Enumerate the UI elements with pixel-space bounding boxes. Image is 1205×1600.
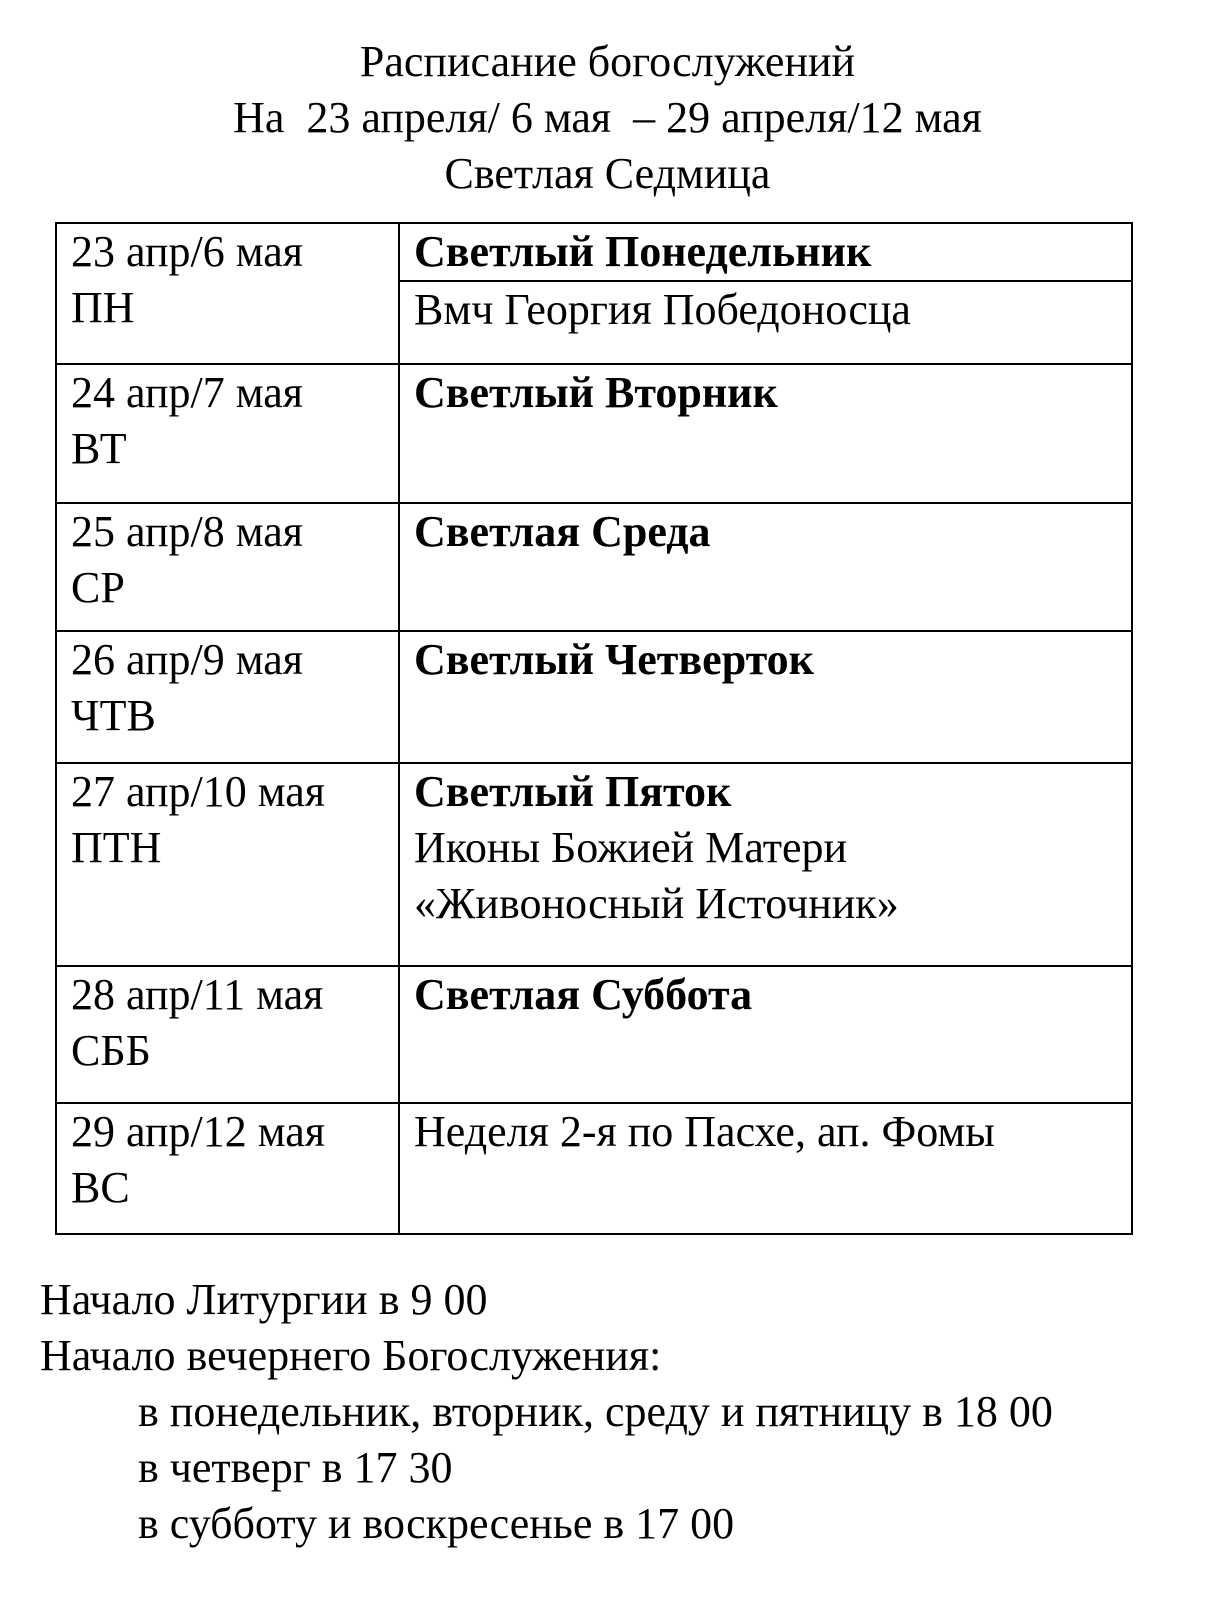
table-row — [56, 223, 1132, 364]
feast-name: Светлая Суббота — [414, 970, 753, 1019]
service-cell — [399, 364, 1132, 503]
feast-name: Светлый Понедельник — [414, 227, 872, 276]
service-times — [40, 1272, 1053, 1552]
feast-name: Светлый Пяток — [414, 767, 732, 816]
weekday-text: ЧТВ — [71, 691, 156, 740]
feast-name: Светлый Четверток — [414, 635, 814, 684]
page-title: Расписание богослужений — [359, 37, 856, 86]
date-text: 25 апр/8 мая — [71, 507, 304, 556]
date-range: На 23 апреля/ 6 мая – 29 апреля/12 мая — [233, 93, 982, 142]
feast-name: Светлый Вторник — [414, 368, 778, 417]
table-row — [56, 966, 1132, 1103]
date-text: 26 апр/9 мая — [71, 635, 304, 684]
date-cell — [56, 364, 399, 503]
feast-note: «Живоносный Источник» — [414, 879, 899, 928]
feast-note: Иконы Божией Матери — [414, 823, 848, 872]
table-row — [56, 364, 1132, 503]
weekday-text: ПТН — [71, 823, 162, 872]
feast-name: Светлая Среда — [414, 507, 711, 556]
weekday-text: СББ — [71, 1026, 151, 1075]
feast-note: Неделя 2-я по Пасхе, ап. Фомы — [414, 1107, 995, 1156]
service-cell — [399, 631, 1132, 763]
table-row — [56, 503, 1132, 631]
evening-time-weekend: в субботу и воскресенье в 17 00 — [138, 1499, 735, 1548]
service-cell — [399, 966, 1132, 1103]
date-cell — [56, 966, 399, 1103]
table-row — [56, 1103, 1132, 1234]
schedule-table — [55, 222, 1133, 1235]
service-cell — [399, 763, 1132, 966]
evening-time-weekdays: в понедельник, вторник, среду и пятницу в 18 00 — [138, 1387, 1053, 1436]
week-name: Светлая Седмица — [444, 149, 771, 198]
date-cell — [56, 631, 399, 763]
evening-time-thursday: в четверг в 17 30 — [138, 1443, 453, 1492]
date-cell — [56, 763, 399, 966]
evening-service-title: Начало вечернего Богослужения: — [40, 1331, 662, 1380]
date-text: 23 апр/6 мая — [71, 227, 304, 276]
service-cell — [399, 1103, 1132, 1234]
weekday-text: ВС — [71, 1163, 130, 1212]
date-cell — [56, 1103, 399, 1234]
table-row — [56, 631, 1132, 763]
service-cell — [399, 223, 1132, 364]
date-text: 29 апр/12 мая — [71, 1107, 326, 1156]
date-cell — [56, 503, 399, 631]
weekday-text: ПН — [71, 283, 135, 332]
weekday-text: СР — [71, 563, 125, 612]
liturgy-time: Начало Литургии в 9 00 — [40, 1275, 488, 1324]
date-cell — [56, 223, 399, 364]
schedule-header — [0, 34, 1205, 202]
date-text: 27 апр/10 мая — [71, 767, 326, 816]
date-text: 24 апр/7 мая — [71, 368, 304, 417]
date-text: 28 апр/11 мая — [71, 970, 324, 1019]
table-row — [56, 763, 1132, 966]
service-cell — [399, 503, 1132, 631]
weekday-text: ВТ — [71, 424, 127, 473]
feast-note: Вмч Георгия Победоносца — [400, 280, 1131, 338]
